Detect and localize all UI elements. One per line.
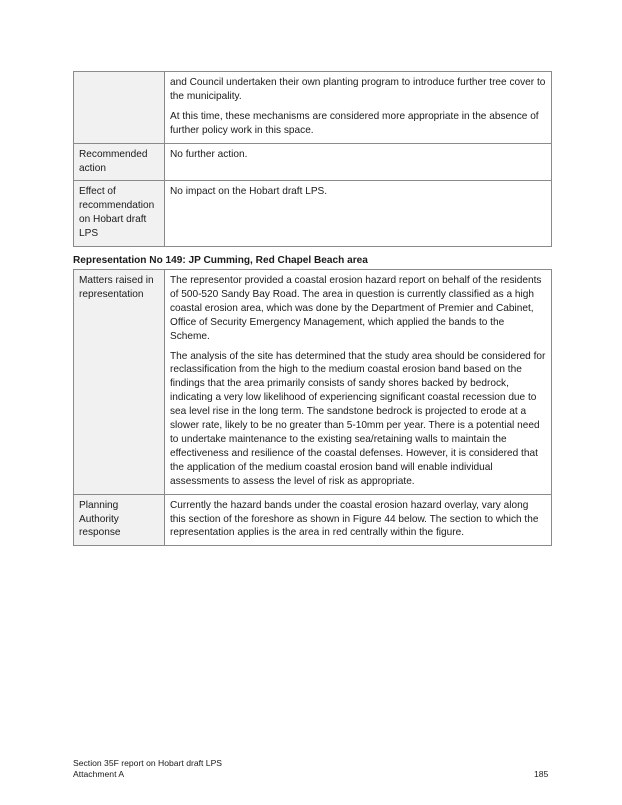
row-content-cell [165, 72, 552, 144]
paragraph: The analysis of the site has determined that the study area should be considered for reclassification from the high to the medium coastal erosion band based on the findings that the area primarily consists of sandy shores backed by bedrock, indicating a very low likelihood of experiencing significant coastal recession due to sea level rise in the long term. The sandstone bedrock is projected to erode at a slower rate, likely to be no greater than 5-10mm per year. There is a potential need to undertake maintenance to the existing sea/retaining walls to maintain the effectiveness and resilience of the coastal defenses. However, it is considered that the application of the medium coastal erosion band will enable individual assessments to assess the level of risk as appropriate. [170, 350, 546, 487]
row-label: Planning Authority response [79, 499, 121, 539]
row-content-cell [165, 494, 552, 546]
row-label: Matters raised in representation [79, 275, 154, 300]
footer-report-title: Section 35F report on Hobart draft LPS [73, 758, 223, 768]
paragraph: No further action. [170, 148, 248, 160]
row-label-cell [74, 270, 165, 495]
table-row [74, 143, 552, 181]
row-content-cell [165, 143, 552, 181]
table-representation-149 [73, 269, 552, 546]
paragraph: Currently the hazard bands under the coastal erosion hazard overlay, vary along this section of the foreshore as shown in Figure 44 below. The section to which the representation applies is the area in red centrally within the figure. [170, 499, 539, 539]
page-number: 185 [534, 769, 549, 779]
table-previous-representation [73, 71, 552, 247]
row-label-cell [74, 494, 165, 546]
table-row [74, 181, 552, 247]
paragraph: No impact on the Hobart draft LPS. [170, 186, 328, 198]
table-row [74, 270, 552, 495]
table-row [74, 72, 552, 144]
row-label: Effect of recommendation on Hobart draft LPS [79, 186, 155, 240]
paragraph: and Council undertaken their own planting program to introduce further tree cover to the municipality. [170, 77, 546, 102]
row-label-cell [74, 143, 165, 181]
row-label-cell [74, 72, 165, 144]
paragraph: The representor provided a coastal erosion hazard report on behalf of the residents of 500-520 Sandy Bay Road. The area in question is currently classified as a high coastal erosion area, which was done by the Department of Premier and Cabinet, Office of Security Emergency Management, which applied the bands to the Scheme. [170, 275, 542, 342]
row-content-cell [165, 181, 552, 247]
table-row [74, 494, 552, 546]
paragraph: At this time, these mechanisms are considered more appropriate in the absence of further policy work in this space. [170, 110, 539, 136]
representation-heading: Representation No 149: JP Cumming, Red Chapel Beach area [73, 255, 368, 266]
row-label-cell [74, 181, 165, 247]
row-label: Recommended action [79, 148, 148, 174]
footer-attachment: Attachment A [73, 769, 125, 779]
row-content-cell [165, 270, 552, 495]
